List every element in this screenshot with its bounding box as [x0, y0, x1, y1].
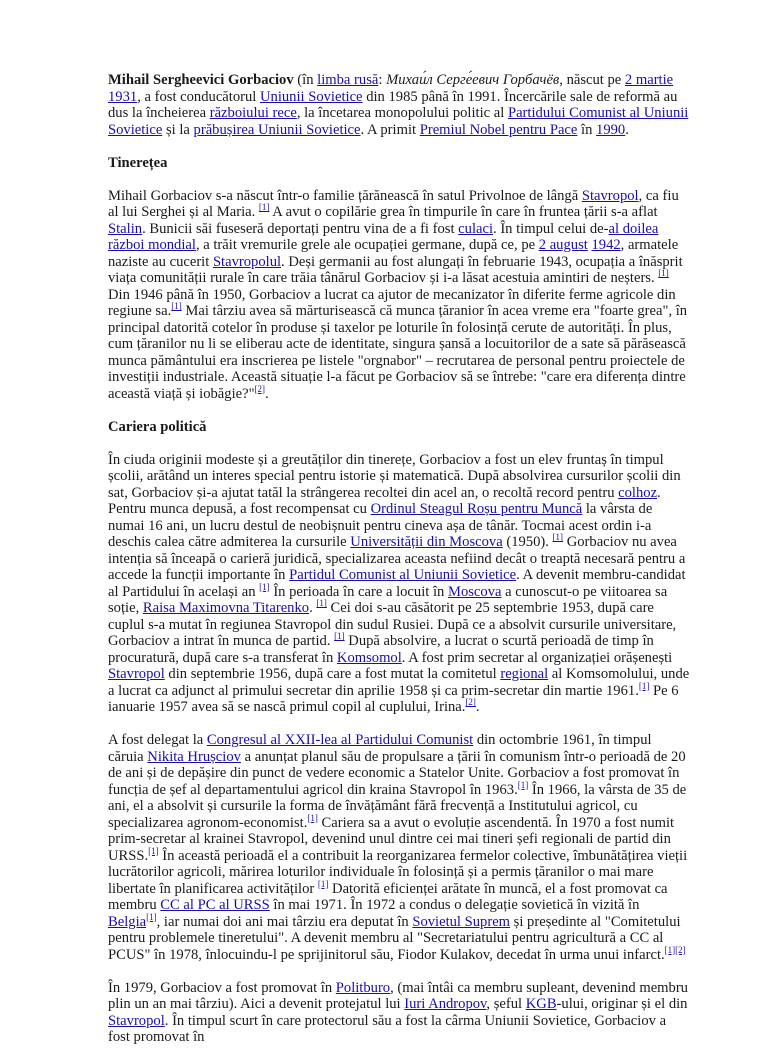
wiki-link[interactable]: culaci — [458, 220, 494, 237]
citation-link[interactable]: [1] — [552, 532, 564, 543]
original-name: Михаи́л Серге́евич Горбачёв — [386, 72, 560, 88]
wiki-link[interactable]: Ordinul Steagul Roșu pentru Muncă — [370, 501, 583, 517]
wiki-link[interactable]: colhoz — [618, 484, 658, 501]
wiki-link[interactable]: Moscova — [447, 583, 502, 600]
citation-link[interactable]: [1] — [317, 878, 329, 889]
wiki-link[interactable]: limba rusă — [317, 72, 379, 88]
wiki-link[interactable]: Nikita Hrușciov — [147, 748, 241, 765]
wiki-link[interactable]: Partidul Comunist al Uniunii Sovietice — [289, 567, 517, 583]
citation-link[interactable]: [2] — [254, 383, 266, 394]
wiki-link[interactable]: Premiul Nobel pentru Pace — [419, 121, 578, 138]
wiki-link[interactable]: Stavropolul — [212, 253, 282, 270]
wiki-link[interactable]: Sovietul Suprem — [412, 913, 511, 930]
wiki-link[interactable]: Raisa Maximovna Titarenko — [142, 600, 310, 616]
wiki-link[interactable]: Stavropol — [108, 1012, 165, 1029]
wiki-link[interactable]: 2 martie — [624, 72, 674, 88]
wiki-link[interactable]: Stavropol — [581, 187, 639, 204]
section-paragraph: În 1979, Gorbaciov a fost promovat în Politburo, (mai întâi ca membru supleant, devenind membru plin un an mai târziu). Aici a devenit protejatul lui Iuri Andropov, șeful KGB-ului, originar și el din Stavropol. În timpul scurt în care protectorul său a fost la cârma Uniunii Sovietice, Gorbaciov a fost promovat în — [108, 979, 688, 1045]
article — [108, 72, 690, 1062]
section-paragraph: A fost delegat la Congresul al XXII-lea al Partidului Comunist din octombrie 1961, în timpul căruia Nikita Hrușciov a anunțat planul său de propulsare a țării în comunism într-o perioadă de 20 de ani și de depășire din punct de vedere economic a Statelor Unite. Gorbaciov a fost promovat în funcția de șef al departamentului agricol din kraina Stavropol în 1963.[1] În 1966, la vârsta de 35 de ani, el a absolvit și cursurile la forma de învățământ fără frecvență a Institutului agricol, cu specializarea agronom-economist.[1] Cariera sa a avut o evoluție ascendentă. În 1970 a fost numit prim-secretar al krainei Stavropol, devenind unul dintre cei mai tineri șefi regionali de partid din URSS.[1] În această perioadă el a contribuit la reorganizarea fermelor colective, îmbunătățirea vieții lucrătorilor agricoli, mărirea loturilor individuale în folosință și a permis țăranilor o mai mare libertate în planificarea activităților [1] Datorită eficienței arătate în muncă, el a fost promovat ca membru CC al PC al URSS în mai 1971. În 1972 a condus o delegație sovietică în vizită în Belgia[1], iar numai doi ani mai târziu era deputat în Sovietul Suprem și președinte al "Comitetului pentru problemele tineretului". A devenit membru al "Secretariatului pentru agricultură a CC al PCUS" în 1978, înlocuindu-l pe sprijinitorul său, Fiodor Kulakov, decedat în urma unui infarct.[1][2] — [108, 732, 688, 963]
wiki-link[interactable]: războiului rece — [209, 105, 297, 121]
section-heading: Cariera politică — [108, 418, 207, 435]
section-heading: Tinerețea — [108, 154, 168, 171]
citation-link[interactable]: [1] — [307, 812, 318, 823]
wiki-link[interactable]: 2 august — [538, 237, 588, 253]
wiki-link[interactable]: Universității din Moscova — [350, 534, 503, 550]
citation-link[interactable]: [1] — [171, 301, 182, 312]
wiki-link[interactable]: Stavropol — [108, 666, 165, 682]
article-subject: Mihail Sergheevici Gorbaciov — [108, 72, 294, 88]
citation-link[interactable]: [1] — [259, 581, 270, 592]
citation-link[interactable]: [1] — [658, 268, 669, 279]
wiki-link[interactable]: KGB — [525, 996, 557, 1012]
wiki-link[interactable]: Stalin — [108, 220, 143, 237]
wiki-link[interactable]: 1942 — [591, 237, 621, 253]
citation-link[interactable]: [1] — [517, 779, 529, 790]
wiki-link[interactable]: Partidului Comunist al Uniunii Sovietice — [108, 105, 689, 138]
wiki-link[interactable]: 1990 — [596, 121, 626, 138]
citation-link[interactable]: [1] — [258, 202, 270, 213]
wiki-link[interactable]: CC al PC al URSS — [160, 897, 270, 913]
wiki-link[interactable]: 1931 — [108, 88, 138, 105]
wiki-link[interactable]: Belgia — [108, 913, 147, 930]
wiki-link[interactable]: regional — [500, 666, 549, 682]
citation-link[interactable]: [1][2] — [664, 944, 686, 955]
citation-link[interactable]: [2] — [465, 697, 476, 708]
wiki-link[interactable]: Uniunii Sovietice — [259, 88, 363, 105]
wiki-link[interactable]: Iuri Andropov — [404, 996, 487, 1012]
citation-link[interactable]: [1] — [148, 845, 159, 856]
citation-link[interactable]: [1] — [316, 598, 327, 609]
wiki-link[interactable]: Komsomol — [336, 649, 402, 666]
wiki-link[interactable]: Congresul al XXII-lea al Partidului Comunist — [206, 732, 474, 748]
citation-link[interactable]: [1] — [638, 680, 650, 691]
section-paragraph: Mihail Gorbaciov s-a născut într-o familie țărănească în satul Privolnoe de lângă Stavropol, ca fiu al lui Serghei și al Maria. [1] A avut o copilărie grea în timpurile în care în fruntea țării s-a aflat Stalin. Bunicii săi fuseseră deportați pentru vina de a fi fost culaci. În timpul celui de-al doilea război mondial, a trăit vremurile grele ale ocupației germane, după ce, pe 2 august 1942, armatele naziste au cucerit Stavropolul. Deși germanii au fost alungați în februarie 1943, ocupația a înăsprit viața comunității rurale în care trăia tânărul Gorbaciov și i-a lăsat acestuia amintiri de neșters. [1] Din 1946 până în 1950, Gorbaciov a lucrat ca ajutor de mecanizator în diferite ferme agricole din regiune sa.[1] Mai târziu avea să mărturisească că munca țăranior în acea vreme era "foarte grea", în principal datorită cotelor în produse și taxelor pe loturile în folosință cerute de autorități. În plus, cum țăranilor nu li se eliberau acte de identitate, singura șansă a locuitorilor de a sate să părăsească munca pământului era inscrierea pe listele "orgnabor" – recrutarea de personal pentru proiectele de investiții industriale. Această situație l-a făcut pe Gorbaciov să se întrebe: "care era diferența dintre această viață și iobăgie?"[2]. — [108, 187, 688, 402]
wiki-link[interactable]: Politburo — [335, 979, 391, 996]
wiki-link[interactable]: al doilea război mondial — [108, 220, 659, 253]
intro-paragraph: Mihail Sergheevici Gorbaciov (în limba rusă: Михаи́л Серге́евич Горбачёв, născut pe 2 martie 1931, a fost conducătorul Uniunii Sovietice din 1985 până în 1991. Încercările sale de reformă au dus la încheierea războiului rece, la încetarea monopolului politic al Partidului Comunist al Uniunii Sovietice și la prăbușirea Uniunii Sovietice. A primit Premiul Nobel pentru Pace în 1990. — [108, 72, 689, 138]
citation-link[interactable]: [1] — [334, 631, 345, 642]
wiki-link[interactable]: prăbușirea Uniunii Sovietice — [193, 121, 361, 138]
section-paragraph: În ciuda originii modeste și a greutăților din tinerețe, Gorbaciov a fost un elev fruntaș în timpul școlii, arătând un interes special pentru istorie și matematică. După absolvirea cursurilor școlii din sat, Gorbaciov și-a ajutat tatăl la strângerea recoltei din acel an, o recoltă record pentru colhoz. Pentru munca depusă, a fost recompensat cu Ordinul Steagul Roșu pentru Muncă la vârsta de numai 16 ani, un lucru destul de neobișnuit pentru cineva așa de tânăr. Tocmai acest ordin i-a deschis calea către admiterea la cursurile Universității din Moscova (1950). [1] Gorbaciov nu avea intenția să înceapă o carieră juridică, specializarea aceasta nefiind decât o treaptă necesară pentru a accede la funcții importante în Partidul Comunist al Uniunii Sovietice. A devenit membru-candidat al Partidului în același an [1] În perioada în care a locuit în Moscova a cunoscut-o pe viitoarea sa soție, Raisa Maximovna Titarenko. [1] Cei doi s-au căsătorit pe 25 septembrie 1953, după care cuplul s-a mutat în regiunea Stavropol din sudul Rusiei. După ce a absolvit cursurile universitare, Gorbaciov a intrat în munca de partid. [1] După absolvire, a lucrat o scurtă perioadă de timp în procuratură, după care s-a transferat în Komsomol. A fost prim secretar al organizației orășenești Stavropol din septembrie 1956, după care a fost mutat la comitetul regional al Komsomolului, unde a lucrat ca adjunct al primului secretar din aprilie 1958 și ca prim-secretar din martie 1961.[1] Pe 6 ianuarie 1957 avea să se nască primul copil al cuplului, Irina.[2]. — [108, 451, 690, 715]
citation-link[interactable]: [1] — [146, 911, 157, 922]
